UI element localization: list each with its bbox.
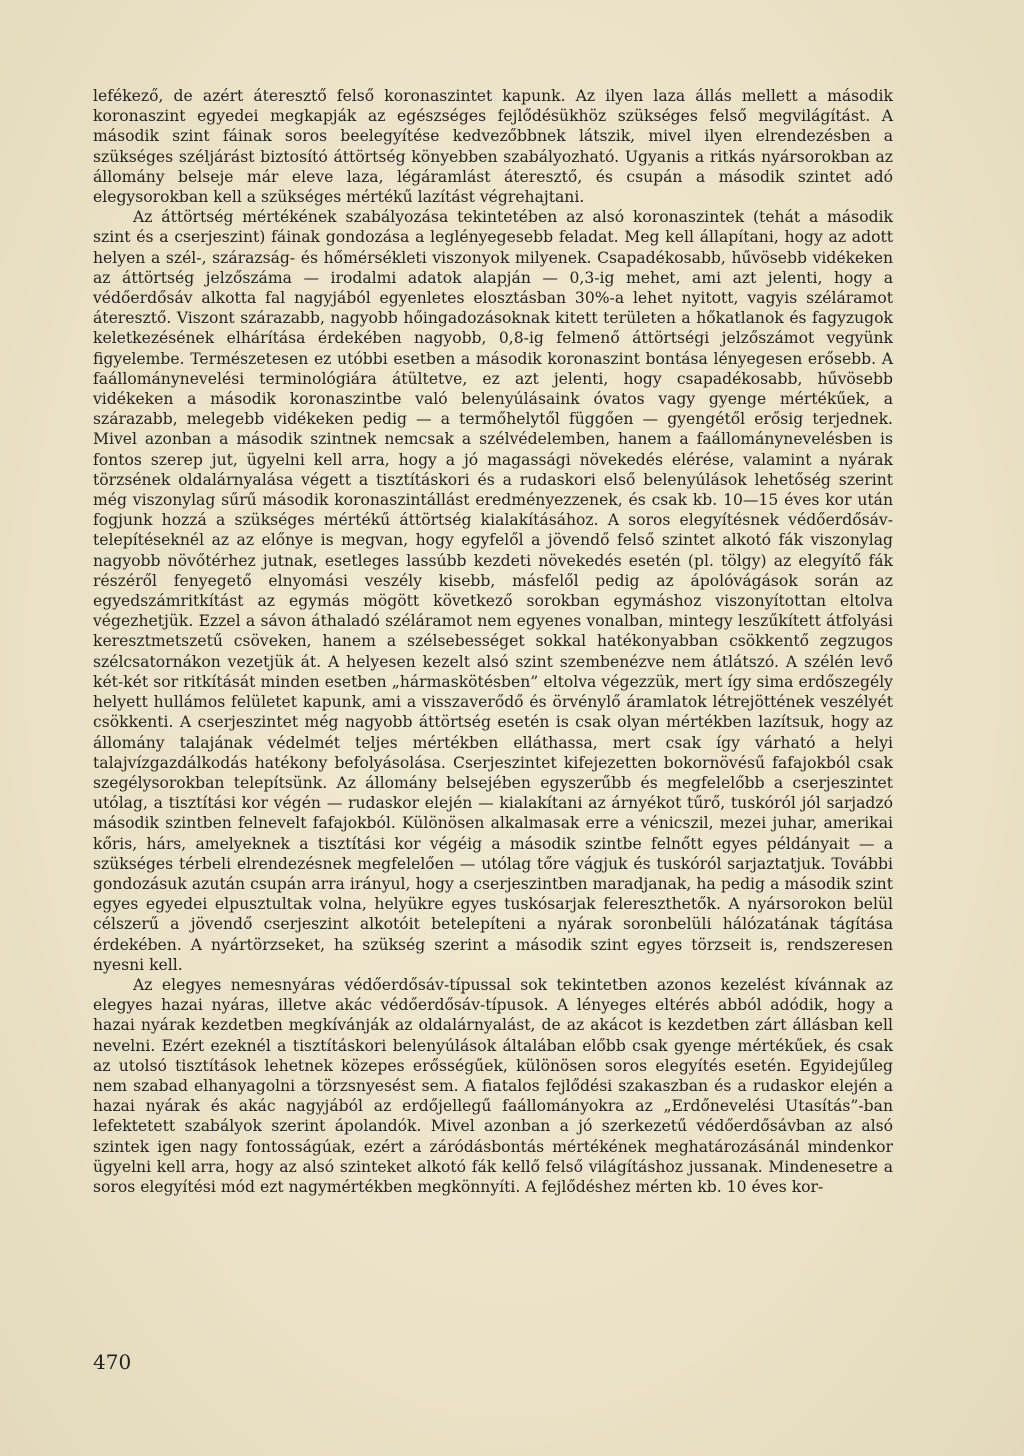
paragraph-porosity: Az áttörtség mértékének szabályozása tekintetében az alsó koronaszintek (tehát a második szint és a cserjeszint) fáinak gondozása a leglényegesebb feladat. Meg kell állapítani, hogy az adott helyen a szél-, szárazság- és hőmérsékleti viszonyok milyenek. Csapadékosabb, hűvösebb vidékeken az áttörtség jelzőszáma — irodalmi adatok alapján — 0,3-ig mehet, ami azt jelenti, hogy a védőerdősáv alkotta fal nagyjából egyenletes elosztásban 30%-a lehet nyitott, vagyis széláramot áteresztő. Viszont szárazabb, nagyobb hőingadozásoknak kitett területen a hőkatlanok és fagyzugok keletkezésének elhárítása érdekében nagyobb, 0,8-ig felmenő áttörtségi jelzőszámot vegyünk figyelembe. Természetesen ez utóbbi esetben a második koronaszint bontása lényegesen erősebb. A faállománynevelési terminológiára átültetve, ez azt jelenti, hogy csapadékosabb, hűvösebb vidékeken a második koronaszintbe való belenyúlásaink óvatos vagy gyenge mértékűek, a szárazabb, melegebb vidékeken pedig — a termőhelytől függően — gyengétől erősig terjednek. Mivel azonban a második szintnek nemcsak a szélvédelemben, hanem a faállománynevelésben is fontos szerep jut, ügyelni kell arra, hogy a jó magassági növekedés elérése, valamint a nyárak törzsének oldalárnyalása végett a tisztításkori és a rudaskori első belenyúlások lehetőség szerint még viszonylag sűrű második koronaszintállást eredményezzenek, és csak kb. 10—15 éves kor után fogjunk hozzá a szükséges mértékű áttörtség kialakításához. A soros elegyítésnek védőerdősáv-telepítéseknél az az előnye is megvan, hogy egyfelől a jövendő felső szintet alkotó fák viszonylag nagyobb növőtérhez jutnak, esetleges lassúbb kezdeti növekedés esetén (pl. tölgy) az elegyítő fák részéről fenyegető elnyomási veszély kisebb, másfelől pedig az ápolóvágások során az egyedszámritkítást az egymás mögött következő sorokban egymáshoz viszonyítottan eltolva végezhetjük. Ezzel a sávon áthaladó széláramot nem egyenes vonalban, mintegy leszűkített átfolyási keresztmetszetű csöveken, hanem a szélsebességet sokkal hatékonyabban csökkentő zegzugos szélcsatornákon vezetjük át. A helyesen kezelt alsó szint szembenézve nem átlátszó. A szélén levő két-két sor ritkítását minden esetben „hármaskötésben” eltolva végezzük, mert így sima erdőszegély helyett hullámos felületet kapunk, ami a visszaverődő és örvénylő áramlatok létrejöttének veszélyét csökkenti. A cserjeszintet még nagyobb áttörtség esetén is csak olyan mértékben lazítsuk, hogy az állomány talajának védelmét teljes mértékben elláthassa, mert csak így várható a helyi talajvízgazdálkodás hatékony befolyásolása. Cserjeszintet kifejezetten bokornövésű fafajokból csak szegélysorokban telepítsünk. Az állomány belsejében egyszerűbb és megfelelőbb a cserjeszintet utólag, a tisztítási kor végén — rudaskor elején — kialakítani az árnyékot tűrő, tuskóról jól sarjadzó második szintben felnevelt fafajokból. Különösen alkalmasak erre a vénicszil, mezei juhar, amerikai kőris, hárs, amelyeknek a tisztítási kor végéig a második szintbe felnőtt egyes példányait — a szükséges térbeli elrendezésnek megfelelően — utólag tőre vágjuk és tuskóról sarjaztatjuk. További gondozásuk azután csupán arra irányul, hogy a cserjeszintben maradjanak, ha pedig a második szint egyes egyedei elpusztultak volna, helyükre egyes tuskósarjak felereszthetők. A nyársorokon belül célszerű a jövendő cserjeszint alkotóit betelepíteni a nyárak soronbelüli hálózatának tágítása érdekében. A nyártörzseket, ha szükség szerint a második szint egyes törzseit is, rendszeresen nyesni kell. bbox=[93, 208, 893, 974]
paragraph-mixed-poplar: Az elegyes nemesnyáras védőerdősáv-típussal sok tekintetben azonos kezelést kívánnak az elegyes hazai nyáras, illetve akác védőerdősáv-típusok. A lényeges eltérés abból adódik, hogy a hazai nyárak kezdetben megkívánják az oldalárnyalást, de az akácot is kezdetben zárt állásban kell nevelni. Ezért ezeknél a tisztításkori belenyúlások általában előbb csak gyenge mértékűek, és csak az utolsó tisztítások lehetnek közepes erősségűek, különösen soros elegyítés esetén. Egyidejűleg nem szabad elhanyagolni a törzsnyesést sem. A fiatalos fejlődési szakaszban és a rudaskor elején a hazai nyárak és akác nagyjából az erdőjellegű faállományokra az „Erdőnevelési Utasítás”-ban lefektetett szabályok szerint ápolandók. Mivel azonban a jó szerkezetű védőerdősávban az alsó szintek igen nagy fontosságúak, ezért a záródásbontás mértékének meghatározásánál mindenkor ügyelni kell arra, hogy az alsó szinteket alkotó fák kellő felső világításhoz jussanak. Mindenesetre a soros elegyítési mód ezt nagymértékben megkönnyíti. A fejlődéshez mérten kb. 10 éves kor- bbox=[93, 975, 893, 1196]
paragraph-continuation: lefékező, de azért áteresztő felső koronaszintet kapunk. Az ilyen laza állás mellett a második koronaszint egyedei megkapják az egészséges fejlődésükhöz szükséges felső megvilágítást. A második szint fáinak soros beelegyítése kedvezőbbnek látszik, mivel ilyen elrendezésben a szükséges széljárást biztosító áttörtség könyebben szabályozható. Ugyanis a ritkás nyársorokban az állomány belseje már eleve laza, légáramlást áteresztő, és csupán a második szintet adó elegysorokban kell a szükséges mértékű lazítást végrehajtani. bbox=[93, 87, 893, 207]
body-text bbox=[93, 86, 893, 1197]
page-number: 470 bbox=[93, 1350, 132, 1374]
